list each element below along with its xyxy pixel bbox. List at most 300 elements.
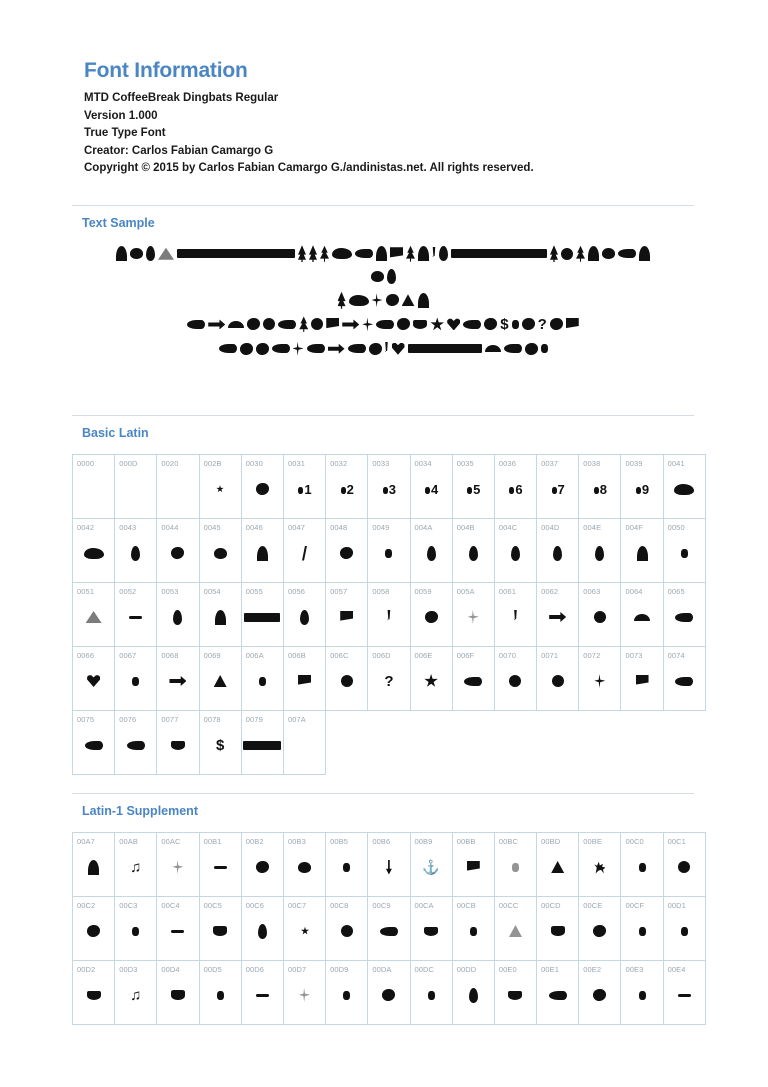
glyph-cell[interactable] [537,519,579,583]
glyph-preview [73,724,114,766]
glyph-cell[interactable] [368,961,410,1025]
glyph-preview [157,596,198,638]
glyph-codepoint: 004E [583,523,602,532]
glyph-cell[interactable] [621,647,663,711]
dot-glyph [341,925,353,937]
glyph-codepoint: 00E4 [667,965,686,974]
sample-glyph [208,314,225,336]
section-divider [72,205,694,206]
glyph-cell[interactable] [663,833,705,897]
glyph-codepoint: 0020 [161,459,179,468]
sample-glyph [219,338,237,360]
glyph-codepoint: 0075 [77,715,95,724]
glyph-cell[interactable] [579,455,621,519]
glyph-cell[interactable] [410,455,452,519]
glyph-preview [200,846,241,888]
glyph-cell[interactable] [494,647,536,711]
glyph-cell[interactable] [241,647,283,711]
glyph-cell[interactable] [115,961,157,1025]
glyph-preview [411,468,452,510]
glyph-cell[interactable] [241,519,283,583]
text-sample-line [108,314,658,336]
glyph-cell[interactable] [241,833,283,897]
sample-glyph [386,289,399,311]
glyph-preview [495,468,536,510]
sample-glyph [349,289,369,311]
glyph-codepoint: 0048 [330,523,348,532]
glyph-codepoint: 0044 [161,523,179,532]
glyph-cell[interactable] [326,519,368,583]
glyph-cell[interactable] [368,647,410,711]
glyph-preview [200,910,241,952]
cup-glyph [424,927,438,936]
glyph-cell[interactable] [537,647,579,711]
glyph-preview [664,660,705,702]
glyph-cell[interactable] [73,961,115,1025]
glyph-codepoint: 00C0 [625,837,644,846]
glyph-cell[interactable] [199,455,241,519]
glyph-cell[interactable] [157,519,199,583]
glyph-cell[interactable] [115,647,157,711]
glyph-cell[interactable] [283,711,325,775]
leaf-glyph [387,269,396,284]
glyph-cell[interactable] [537,833,579,897]
glyph-cell[interactable] [157,583,199,647]
glyph-cell[interactable] [494,519,536,583]
star-glyph [300,927,308,935]
glyph-cell[interactable] [241,711,283,775]
glyph-cell[interactable] [537,583,579,647]
glyph-cell[interactable] [579,897,621,961]
figure-glyph [639,863,646,872]
glyph-preview [242,532,283,574]
glyph-preview [495,660,536,702]
goblet-glyph [512,320,519,329]
sample-glyph [362,314,373,336]
glyph-cell[interactable] [283,519,325,583]
glyph-cell[interactable] [73,833,115,897]
glyph-cell[interactable] [326,455,368,519]
flag-glyph [390,247,403,260]
glyph-codepoint: 0072 [583,651,601,660]
glyph-cell[interactable] [663,897,705,961]
dot-glyph [541,344,548,353]
font-version: Version 1.000 [84,109,158,122]
figure-glyph [639,991,646,1000]
glyph-preview [368,846,409,888]
glyph-cell[interactable] [621,897,663,961]
grid-spacer [537,711,579,775]
glyph-cell[interactable] [199,833,241,897]
wave-glyph [485,345,501,352]
circle-arrow-glyph [311,318,323,330]
glyph-cell[interactable] [241,583,283,647]
glyph-preview [368,532,409,574]
glyph-cell[interactable] [621,961,663,1025]
glyph-preview [453,468,494,510]
sample-glyph [369,338,382,360]
glyph-codepoint: 0069 [203,651,221,660]
glyph-cell[interactable] [326,583,368,647]
banner-bar-glyph [408,344,482,353]
bull-glyph [674,484,694,495]
sample-glyph [338,289,346,311]
glyph-codepoint: 00C1 [667,837,686,846]
glyph-preview [621,532,662,574]
glyph-preview [242,974,283,1016]
sample-glyph [387,265,396,287]
butterfly-glyph [298,862,311,873]
glyph-mark [341,487,346,494]
plant-glyph [88,860,99,875]
glyph-preview [537,660,578,702]
pine-glyph [576,246,585,262]
glyph-codepoint: 00C2 [77,901,96,910]
numeral-two-glyph: 2 [341,482,353,497]
glyph-codepoint: 00BC [498,837,519,846]
sample-glyph [639,243,650,265]
glyph-cell[interactable] [73,711,115,775]
glyph-cell[interactable] [452,897,494,961]
glyph-cell[interactable] [283,583,325,647]
glyph-cell[interactable] [494,833,536,897]
glyph-cell[interactable] [410,833,452,897]
glyph-preview [453,846,494,888]
starfish-glyph [430,317,444,331]
glyph-codepoint: 0030 [245,459,263,468]
glyph-cell[interactable] [410,897,452,961]
glyph-codepoint: 00BD [541,837,561,846]
glyph-cell[interactable] [199,961,241,1025]
glyph-preview [284,660,325,702]
exclamation-glyph [387,610,391,624]
glyph-preview [115,596,156,638]
glyph-cell[interactable] [73,519,115,583]
glyph-codepoint: 0066 [77,651,95,660]
glyph-cell[interactable] [326,647,368,711]
glyph-preview [73,974,114,1016]
glyph-mark [298,487,303,494]
double-arrow-glyph [678,994,691,997]
glyph-cell[interactable] [410,961,452,1025]
sample-glyph [447,314,460,336]
glyph-row [73,897,706,961]
glyph-preview [411,974,452,1016]
glyph-cell[interactable] [326,961,368,1025]
burst-glyph [468,610,479,624]
glyph-codepoint: 00B2 [245,837,264,846]
glyph-cell[interactable] [157,961,199,1025]
glyph-preview [115,910,156,952]
sample-glyph [278,314,296,336]
glyph-preview [368,974,409,1016]
glyph-preview [579,660,620,702]
glyph-cell[interactable] [537,455,579,519]
glyph-codepoint: 0039 [625,459,643,468]
glyph-cell[interactable] [621,583,663,647]
glyph-codepoint: 004C [498,523,518,532]
arrow-glyph [208,319,225,329]
glyph-codepoint: 0073 [625,651,643,660]
glyph-cell[interactable] [621,833,663,897]
glyph-cell[interactable] [199,647,241,711]
glyph-cell[interactable] [115,833,157,897]
glyph-codepoint: 0038 [583,459,601,468]
glyph-cell[interactable] [115,519,157,583]
teapot-glyph [171,990,185,1000]
glyph-preview [157,846,198,888]
grid-spacer [326,711,368,775]
glyph-cell[interactable] [157,647,199,711]
glyph-cell[interactable] [452,583,494,647]
numeral-one-glyph: 1 [298,482,310,497]
sample-glyph [309,243,317,265]
glyph-cell[interactable] [410,519,452,583]
sample-glyph [512,314,519,336]
glyph-codepoint: 00D6 [245,965,265,974]
sample-glyph [311,314,323,336]
exclamation-glyph [513,610,517,624]
sample-glyph [146,243,155,265]
glyph-codepoint: 004D [541,523,560,532]
glyph-cell[interactable] [663,519,705,583]
glyph-cell[interactable] [283,647,325,711]
glyph-cell[interactable] [157,711,199,775]
glyph-codepoint: 00C5 [203,901,222,910]
glyph-codepoint: 006D [372,651,391,660]
glyph-preview [157,532,198,574]
glyph-cell[interactable] [452,647,494,711]
fish-glyph [219,344,237,353]
glyph-cell[interactable] [157,455,199,519]
glyph-cell[interactable] [494,583,536,647]
leaf-glyph [173,610,182,625]
glyph-cell[interactable] [283,455,325,519]
glyph-preview [537,846,578,888]
leaf-glyph [469,988,478,1003]
glyph-cell[interactable] [115,455,157,519]
plant-glyph [588,246,599,261]
glyph-cell[interactable] [621,455,663,519]
kettle-glyph [213,926,227,936]
banner-bar-glyph [243,741,281,750]
glyph-preview [326,660,367,702]
glyph-cell[interactable] [537,897,579,961]
glyph-preview [579,910,620,952]
beetle-glyph [130,248,143,259]
glyph-cell[interactable] [368,519,410,583]
glyph-codepoint: 00E1 [541,965,559,974]
glyph-cell[interactable] [494,897,536,961]
glyph-preview [326,846,367,888]
sparkle-glyph [362,317,373,331]
sample-glyph [247,314,260,336]
glyph-cell[interactable] [452,519,494,583]
glyph-cell[interactable] [452,455,494,519]
glyph-codepoint: 0031 [287,459,306,468]
glyph-cell[interactable] [579,519,621,583]
glyph-cell[interactable] [621,519,663,583]
glyph-cell[interactable] [410,647,452,711]
sample-glyph [326,314,339,336]
glyph-preview [200,468,241,510]
glyph-cell[interactable] [283,833,325,897]
glyph-cell[interactable] [199,897,241,961]
glyph-cell[interactable] [199,583,241,647]
glyph-preview [284,910,325,952]
blob-glyph [256,343,269,355]
glyph-preview [115,468,156,510]
sample-glyph [342,314,359,336]
heart-glyph [392,343,405,355]
glyph-preview [453,596,494,638]
glyph-preview [664,974,705,1016]
glyph-preview [242,846,283,888]
sprout-glyph [385,549,392,558]
stem-glyph [132,927,139,936]
glyph-cell[interactable] [663,961,705,1025]
glyph-cell[interactable] [579,583,621,647]
fish-glyph [187,320,205,329]
tree-glyph [338,292,346,309]
glyph-codepoint: 00E0 [498,965,517,974]
glyph-cell[interactable] [115,583,157,647]
tree-glyph [309,245,317,262]
glass-glyph [217,991,224,1000]
sample-glyph [418,289,429,311]
glyph-preview [284,468,325,510]
glyph-preview [495,846,536,888]
glyph-codepoint: 0078 [203,715,221,724]
glyph-cell[interactable] [452,961,494,1025]
banner-bar-glyph [177,249,295,258]
fish-glyph [504,344,522,353]
fish-glyph [675,677,693,686]
blob-glyph [247,318,260,330]
bowl-glyph [508,991,522,1000]
glyph-codepoint: 004B [456,523,475,532]
glyph-cell[interactable] [368,455,410,519]
grid-spacer [452,711,494,775]
glyph-cell[interactable] [157,897,199,961]
glyph-preview [284,846,325,888]
glyph-cell[interactable] [73,647,115,711]
glyph-row [73,711,706,775]
wheat-glyph [376,246,387,261]
glyph-codepoint: 0033 [372,459,390,468]
glyph-cell[interactable] [241,961,283,1025]
glyph-cell[interactable] [537,961,579,1025]
glyph-cell[interactable] [579,647,621,711]
sample-glyph [413,314,427,336]
tree-glyph [214,675,227,687]
dot-glyph [552,675,564,687]
glyph-codepoint: 0079 [245,715,263,724]
glyph-cell[interactable] [368,897,410,961]
glyph-codepoint: 004F [625,523,643,532]
glyph-cell[interactable] [73,897,115,961]
dot-glyph [509,675,521,687]
section-text-sample [72,205,694,362]
glyph-cell[interactable] [283,897,325,961]
glyph-cell[interactable] [494,455,536,519]
glyph-preview [73,532,114,574]
glyph-preview [621,660,662,702]
glyph-cell[interactable] [326,897,368,961]
glyph-cell[interactable] [368,833,410,897]
glyph-preview [200,974,241,1016]
glyph-cell[interactable] [663,455,705,519]
glyph-cell[interactable] [494,961,536,1025]
glyph-cell[interactable] [241,455,283,519]
numeral-seven-glyph: 7 [552,482,564,497]
sample-glyph [320,243,329,265]
arrow-glyph [342,319,359,329]
star-glyph [216,485,224,493]
text-sample-line [108,338,658,360]
glyph-preview [368,596,409,638]
glyph-cell[interactable] [326,833,368,897]
question-glyph: ? [537,315,547,333]
glyph-codepoint: 006A [245,651,264,660]
glyph-cell[interactable] [579,961,621,1025]
sample-glyph [561,243,573,265]
glyph-codepoint: 00CB [456,901,476,910]
glyph-cell[interactable] [241,897,283,961]
sample-glyph [392,338,405,360]
glyph-preview [537,468,578,510]
glyph-cell[interactable] [283,961,325,1025]
sample-glyph [390,243,403,265]
glyph-preview [284,724,325,766]
glyph-mark [594,487,599,494]
glyph-cell[interactable] [663,647,705,711]
sample-glyph [406,243,415,265]
glyph-preview [579,596,620,638]
sample-glyph [402,289,415,311]
text-sample-line [108,243,658,287]
circle-arrow-glyph [594,611,606,623]
figure-glyph [343,991,350,1000]
glyph-cell[interactable] [73,583,115,647]
glyph-cell[interactable] [115,711,157,775]
apple-glyph [593,925,606,937]
glyph-codepoint: 0065 [667,587,685,596]
leaf-glyph [146,246,155,261]
glyph-codepoint: 0063 [583,587,601,596]
glyph-cell[interactable] [73,455,115,519]
glyph-cell[interactable] [579,833,621,897]
glyph-cell[interactable] [663,583,705,647]
glyph-cell[interactable] [199,519,241,583]
haystack-glyph [158,248,174,260]
glyph-cell[interactable] [410,583,452,647]
glyph-codepoint: 00C8 [330,901,349,910]
glyph-cell[interactable] [157,833,199,897]
glyph-cell[interactable] [452,833,494,897]
glyph-grid-basic-latin [72,454,706,775]
glyph-preview [411,596,452,638]
glyph-cell[interactable] [199,711,241,775]
glyph-cell[interactable] [115,897,157,961]
flag-glyph [467,861,480,874]
sprout-glyph [418,246,429,261]
pine-glyph [406,246,415,262]
glyph-preview [200,660,241,702]
bear-glyph [332,248,352,259]
section-basic-latin [72,415,694,775]
glyph-cell[interactable] [368,583,410,647]
